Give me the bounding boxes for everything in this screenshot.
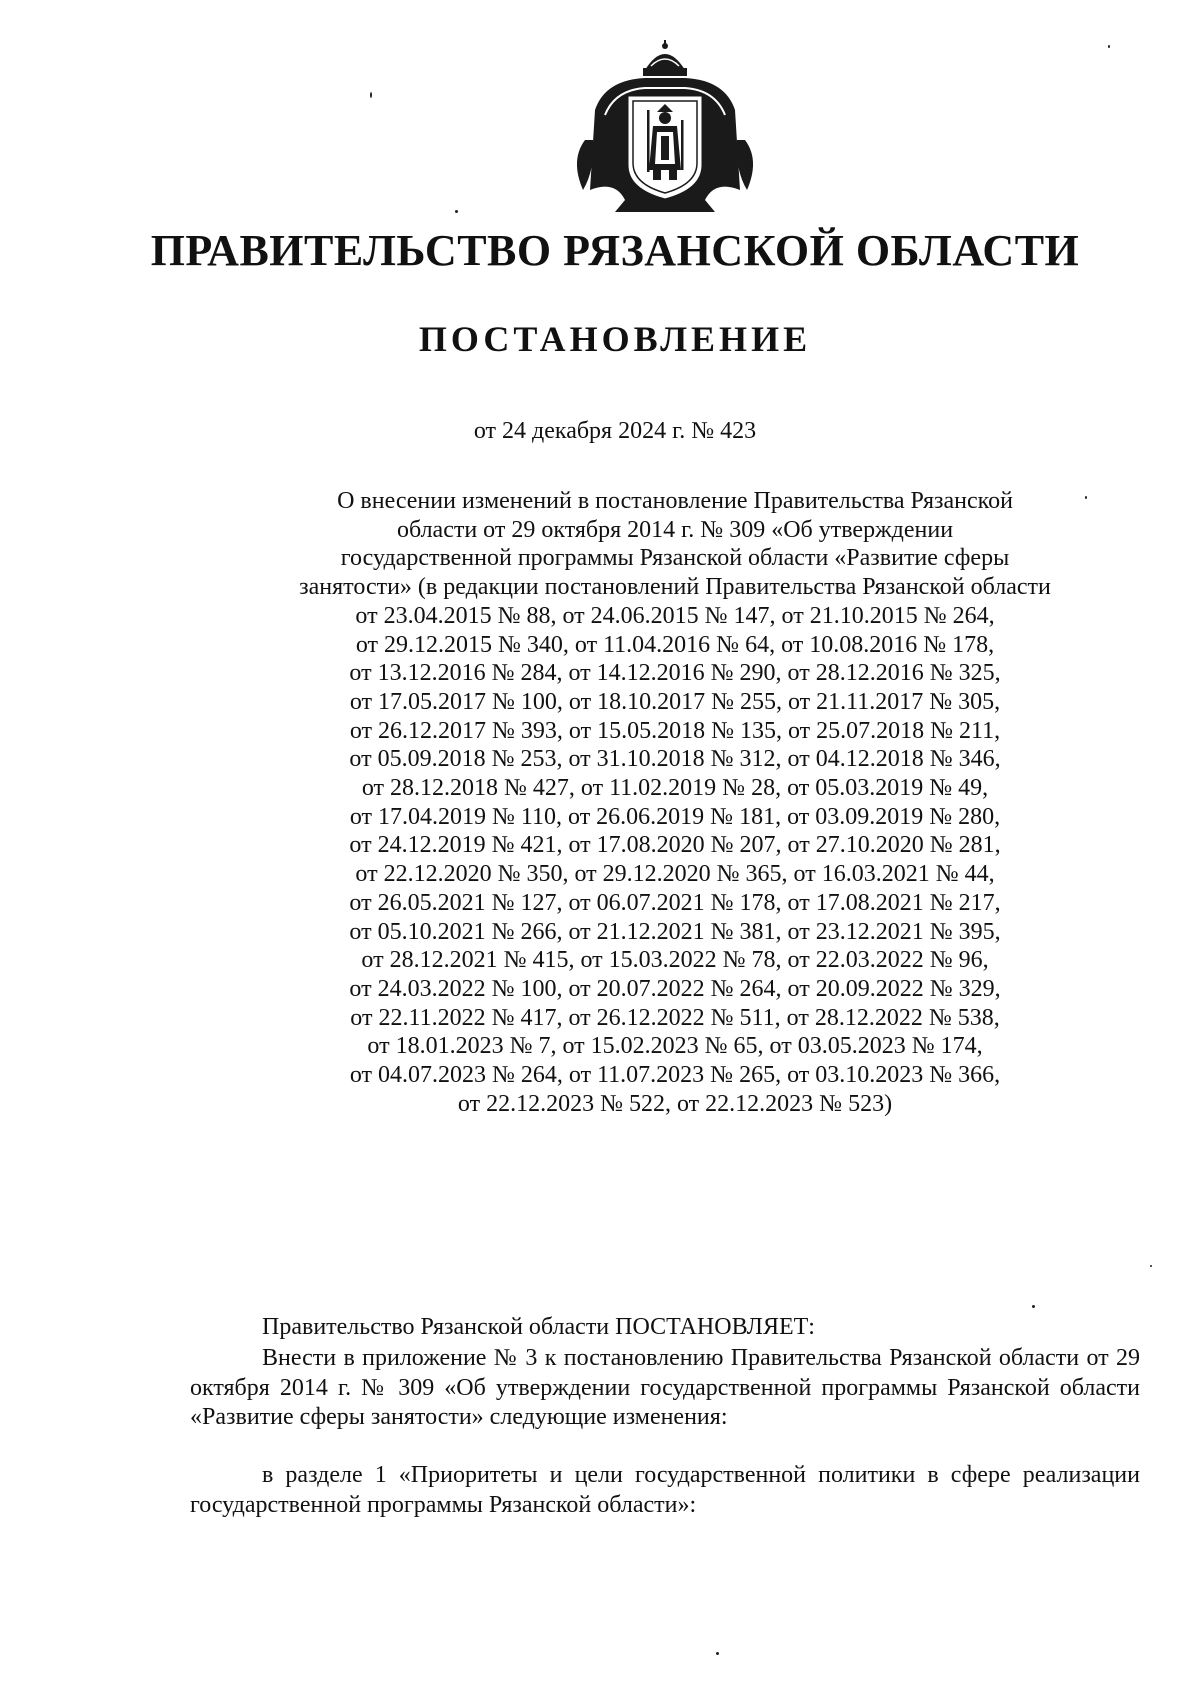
subject-line: от 13.12.2016 № 284, от 14.12.2016 № 290, от 28.12.2016 № 325, [349, 660, 1001, 687]
subject-line: от 22.12.2023 № 522, от 22.12.2023 № 523) [457, 1090, 893, 1117]
coat-of-arms-icon [565, 40, 765, 218]
scan-speck [370, 92, 372, 98]
subject-line: государственной программы Рязанской области «Развитие сферы [340, 545, 1010, 572]
subject-line: от 18.01.2023 № 7, от 15.02.2023 № 65, от 03.05.2023 № 174, [367, 1033, 983, 1060]
subject-line: от 05.09.2018 № 253, от 31.10.2018 № 312, от 04.12.2018 № 346, [349, 746, 1001, 773]
subject-line: от 26.12.2017 № 393, от 15.05.2018 № 135, от 25.07.2018 № 211, [349, 717, 1001, 744]
scan-speck [1085, 496, 1087, 499]
subject-line: от 17.04.2019 № 110, от 26.06.2019 № 181, от 03.09.2019 № 280, [349, 803, 1001, 830]
subject-line: от 05.10.2021 № 266, от 21.12.2021 № 381, от 23.12.2021 № 395, [349, 918, 1001, 945]
resolution-paragraph: Внести в приложение № 3 к постановлению Правительства Рязанской области от 29 октября 2014 г. № 309 «Об утверждении государственной программы Рязанской области «Развитие сферы занятости» следующие изменения: [190, 1345, 1140, 1430]
subject-line: от 04.07.2023 № 264, от 11.07.2023 № 265, от 03.10.2023 № 366, [349, 1062, 1001, 1089]
resolution-intro: Правительство Рязанской области ПОСТАНОВЛЯЕТ: [262, 1314, 815, 1340]
scan-speck [1032, 1305, 1035, 1308]
scan-speck [1150, 1265, 1152, 1267]
government-title: ПРАВИТЕЛЬСТВО РЯЗАНСКОЙ ОБЛАСТИ [150, 226, 1080, 275]
subject-line: от 28.12.2021 № 415, от 15.03.2022 № 78, от 22.03.2022 № 96, [361, 947, 989, 974]
subject-line: от 24.03.2022 № 100, от 20.07.2022 № 264, от 20.09.2022 № 329, [349, 975, 1001, 1002]
subject-line: от 24.12.2019 № 421, от 17.08.2020 № 207, от 27.10.2020 № 281, [349, 832, 1001, 859]
document-subject [245, 487, 1105, 1118]
subject-line: занятости» (в редакции постановлений Правительства Рязанской области [299, 574, 1051, 601]
document-date-number: от 24 декабря 2024 г. № 423 [473, 418, 757, 444]
scan-speck [1108, 45, 1110, 48]
subject-line: от 29.12.2015 № 340, от 11.04.2016 № 64, от 10.08.2016 № 178, [355, 631, 995, 658]
subject-line: от 22.12.2020 № 350, от 29.12.2020 № 365, от 16.03.2021 № 44, [355, 861, 995, 888]
scan-speck [455, 210, 458, 213]
subject-line: от 23.04.2015 № 88, от 24.06.2015 № 147, от 21.10.2015 № 264, [355, 602, 995, 629]
subject-line: от 26.05.2021 № 127, от 06.07.2021 № 178, от 17.08.2021 № 217, [349, 889, 1001, 916]
scan-speck [716, 1652, 719, 1655]
subject-line: от 28.12.2018 № 427, от 11.02.2019 № 28, от 05.03.2019 № 49, [361, 775, 989, 802]
subject-line: от 17.05.2017 № 100, от 18.10.2017 № 255, от 21.11.2017 № 305, [349, 688, 1001, 715]
crown-icon [643, 40, 687, 76]
subject-line: от 22.11.2022 № 417, от 26.12.2022 № 511, от 28.12.2022 № 538, [350, 1004, 1000, 1031]
resolution-subparagraph: в разделе 1 «Приоритеты и цели государственной политики в сфере реализации государственной программы Рязанской области»: [190, 1462, 1140, 1518]
document-type: ПОСТАНОВЛЕНИЕ [418, 319, 812, 359]
subject-line: О внесении изменений в постановление Правительства Рязанской [337, 488, 1013, 514]
subject-line: области от 29 октября 2014 г. № 309 «Об утверждении [396, 516, 954, 543]
